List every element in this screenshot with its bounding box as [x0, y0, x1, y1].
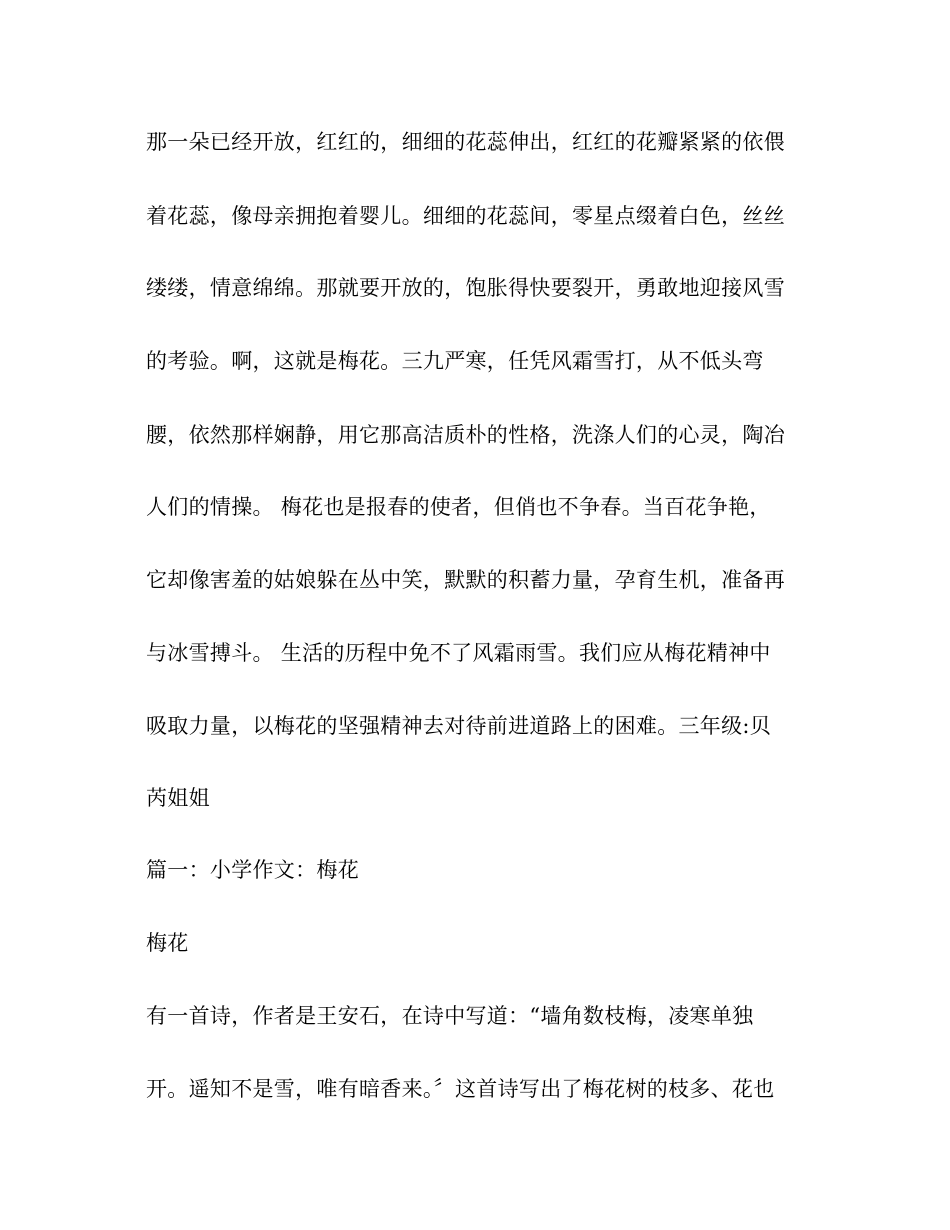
- text-line: 着花蕊，像母亲拥抱着婴儿。细细的花蕊间，零星点缀着白色，丝丝: [146, 204, 785, 228]
- text-line: 的考验。啊，这就是梅花。三九严寒，任凭风霜雪打，从不低头弯: [146, 349, 764, 373]
- text-line: 有一首诗，作者是王安石，在诗中写道：“墙角数枝梅，凌寒单独: [146, 1004, 754, 1028]
- essay-title: 梅花: [146, 931, 189, 955]
- text-line: 缕缕，情意绵绵。那就要开放的，饱胀得快要裂开，勇敢地迎接风雪: [146, 276, 785, 300]
- text-line: 芮姐姐: [146, 786, 210, 810]
- text-line: 开。遥知不是雪，唯有暗香来。〞这首诗写出了梅花树的枝多、花也: [146, 1077, 775, 1101]
- text-line: 吸取力量，以梅花的坚强精神去对待前进道路上的困难。三年级:贝: [146, 714, 772, 738]
- text-line: 人们的情操。 梅花也是报春的使者，但俏也不争春。当百花争艳，: [146, 495, 771, 519]
- text-line: 与冰雪搏斗。 生活的历程中免不了风霜雨雪。我们应从梅花精神中: [146, 641, 771, 665]
- text-line: 腰，依然那样娴静，用它那高洁质朴的性格，洗涤人们的心灵，陶冶: [146, 423, 785, 447]
- text-line: 那一朵已经开放，红红的，细细的花蕊伸出，红红的花瓣紧紧的依偎: [146, 130, 785, 154]
- section-heading: 篇一：小学作文：梅花: [146, 858, 359, 882]
- text-line: 它却像害羞的姑娘躲在丛中笑，默默的积蓄力量，孕育生机，准备再: [146, 568, 785, 592]
